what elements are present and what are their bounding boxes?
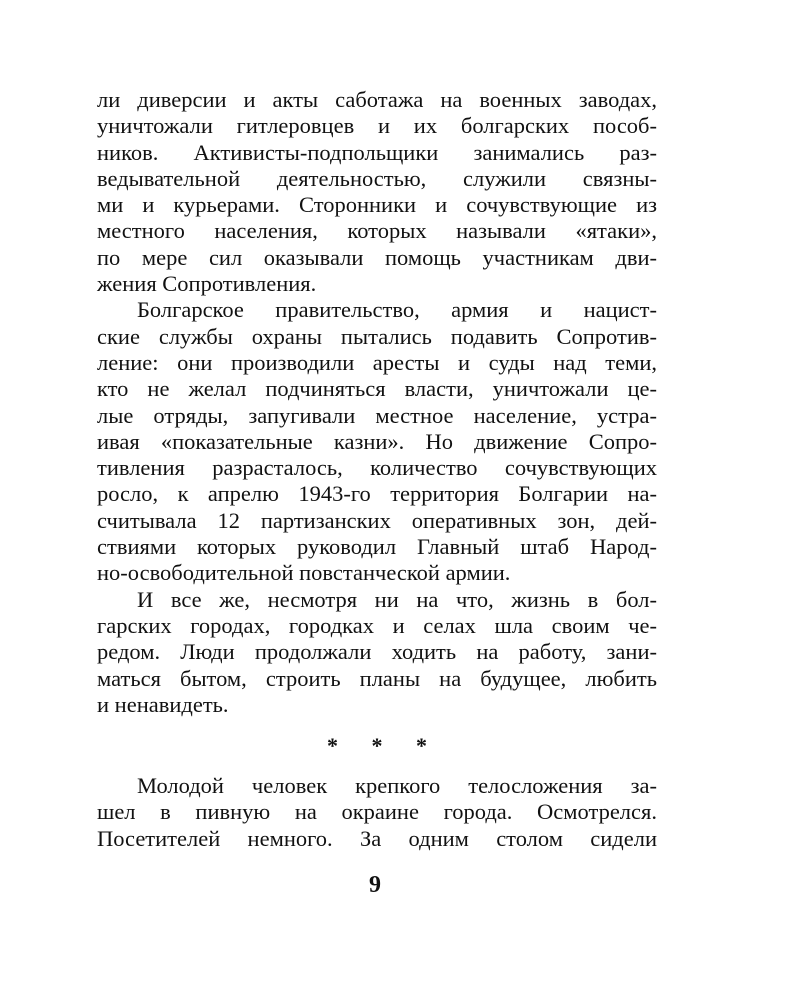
page-number: 9 — [369, 872, 381, 898]
text-line: шел в пивную на окраине города. Осмотрелся. — [97, 799, 657, 825]
text-line: тивления разрасталось, количество сочувствующих — [97, 455, 657, 481]
book-page-text — [97, 87, 657, 852]
text-line: ведывательной деятельностью, служили связны- — [97, 165, 657, 191]
text-line: местного населения, которых называли «ятаки», — [97, 218, 657, 244]
text-line: Болгарское правительство, армия и нацист- — [137, 297, 657, 323]
text-line: маться бытом, строить планы на будущее, любить — [97, 665, 657, 691]
paragraph — [97, 773, 657, 852]
text-line: ствиями которых руководил Главный штаб Народ- — [97, 534, 657, 560]
text-line: жения Сопротивления. — [97, 271, 317, 297]
text-line: ление: они производили аресты и суды над теми, — [97, 349, 657, 375]
text-line: ивая «показательные казни». Но движение Сопро- — [97, 428, 657, 454]
text-line: по мере сил оказывали помощь участникам дви- — [97, 244, 657, 270]
text-line: Молодой человек крепкого телосложения за- — [137, 773, 657, 799]
text-line: ские службы охраны пытались подавить Сопротив- — [97, 323, 657, 349]
text-line: лые отряды, запугивали местное население, устра- — [97, 402, 657, 428]
section-separator: * * * — [327, 733, 441, 759]
text-line: ли диверсии и акты саботажа на военных заводах, — [97, 87, 657, 112]
text-line: редом. Люди продолжали ходить на работу, зани- — [97, 639, 657, 665]
text-line: считывала 12 партизанских оперативных зон, дей- — [97, 507, 657, 533]
text-line: но-освободительной повстанческой армии. — [97, 560, 511, 586]
paragraph — [97, 587, 657, 718]
text-line: гарских городах, городках и селах шла своим че- — [97, 612, 657, 638]
paragraph — [97, 297, 657, 586]
text-line: Посетителей немного. За одним столом сидели — [97, 825, 657, 851]
text-line: ников. Активисты-подпольщики занимались раз- — [97, 139, 657, 165]
text-line: ми и курьерами. Сторонники и сочувствующие из — [97, 192, 657, 218]
text-line: уничтожали гитлеровцев и их болгарских пособ- — [97, 113, 657, 139]
paragraph — [97, 87, 657, 297]
text-line: кто не желал подчиняться власти, уничтожали це- — [97, 376, 657, 402]
text-line: росло, к апрелю 1943-го территория Болгарии на- — [97, 481, 657, 507]
text-line: И все же, несмотря ни на что, жизнь в бол- — [137, 586, 657, 612]
text-line: и ненавидеть. — [97, 691, 229, 717]
